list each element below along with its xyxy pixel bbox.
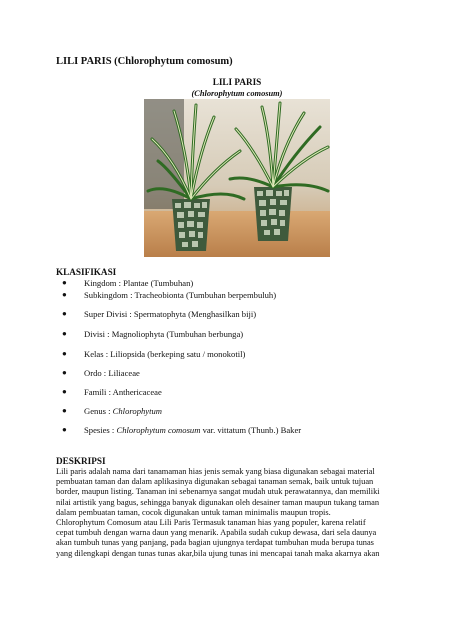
item-label: Ordo :: [84, 368, 109, 378]
bullet-icon: ●: [62, 278, 67, 287]
item-value: Magnoliophyta (Tumbuhan berbunga): [111, 329, 244, 339]
figure-caption-title: LILI PARIS: [212, 77, 262, 87]
paragraph-line: pembuatan taman dan dalam aplikasinya digunakan sebagai tanaman semak, baik untuk tujuan: [56, 477, 374, 487]
item-suffix: var. vittatum (Thunb.) Baker: [200, 425, 302, 435]
paragraph-line: akan tumbuh tunas yang panjang, pada bagian ujungnya terdapat tumbuhan muda berupa tunas: [56, 538, 374, 548]
klasifikasi-heading: KLASIFIKASI: [56, 267, 117, 277]
spider-plant-photo: [144, 99, 330, 257]
paragraph-line: Chlorophytum Comosum atau Lili Paris Termasuk tanaman hias yang populer, karena relatif: [56, 518, 366, 528]
paragraph-line: border, maupun listing. Tanaman ini sebenarnya sangat mudah utuk perawatannya, dan memiliki: [56, 487, 380, 497]
deskripsi-heading: DESKRIPSI: [56, 456, 106, 466]
deskripsi-paragraph: [56, 467, 420, 559]
bullet-icon: ●: [62, 309, 67, 318]
paragraph-line: nilai artistik yang bagus, sehingga banyak digunakan oleh desainer taman maupun tukang taman: [56, 497, 380, 507]
item-label: Kelas :: [84, 349, 111, 359]
document-title: LILI PARIS (Chlorophytum comosum): [56, 56, 233, 67]
item-value: Liliopsida (berkeping satu / monokotil): [110, 349, 246, 359]
paragraph-line: dalam pembuatan taman, cocok digunakan untuk taman minimalis maupun tropis.: [56, 507, 331, 517]
item-label: Subkingdom :: [84, 290, 135, 300]
item-label: Super Divisi :: [84, 309, 134, 319]
paragraph-line: yang dilengkapi dengan tunas tunas akar,bila ujung tunas ini mencapai tanah maka akarnya akan: [56, 548, 380, 558]
bullet-icon: ●: [62, 425, 67, 434]
paragraph-line: Lili paris adalah nama dari tanamaman hias jenis semak yang biasa digunakan sebagai material: [56, 467, 375, 476]
item-label: Kingdom :: [84, 278, 124, 288]
item-label: Divisi :: [84, 329, 112, 339]
bullet-icon: ●: [62, 329, 67, 338]
bullet-icon: ●: [62, 368, 67, 377]
left-pot: [172, 199, 210, 251]
figure-caption-scientific-name: (Chlorophytum comosum): [191, 89, 283, 98]
bullet-icon: ●: [62, 387, 67, 396]
item-value: Plantae (Tumbuhan): [123, 278, 194, 288]
item-label: Famili :: [84, 387, 113, 397]
bullet-icon: ●: [62, 406, 67, 415]
item-value: Liliaceae: [108, 368, 140, 378]
item-italic: Chlorophytum comosum: [116, 425, 201, 435]
item-label: Genus :: [84, 406, 113, 416]
bullet-icon: ●: [62, 349, 67, 358]
item-label: Spesies :: [84, 425, 117, 435]
paragraph-line: cepat tumbuh dengan warna daun yang menarik. Apabila sudah cukup dewasa, dari sela daunya: [56, 528, 377, 538]
right-pot: [254, 187, 292, 241]
item-value: Anthericaceae: [112, 387, 162, 397]
item-italic: Chlorophytum: [112, 406, 162, 416]
item-value: Spermatophyta (Menghasilkan biji): [133, 309, 257, 319]
item-value: Tracheobionta (Tumbuhan berpembuluh): [134, 290, 277, 300]
bullet-icon: ●: [62, 290, 67, 299]
